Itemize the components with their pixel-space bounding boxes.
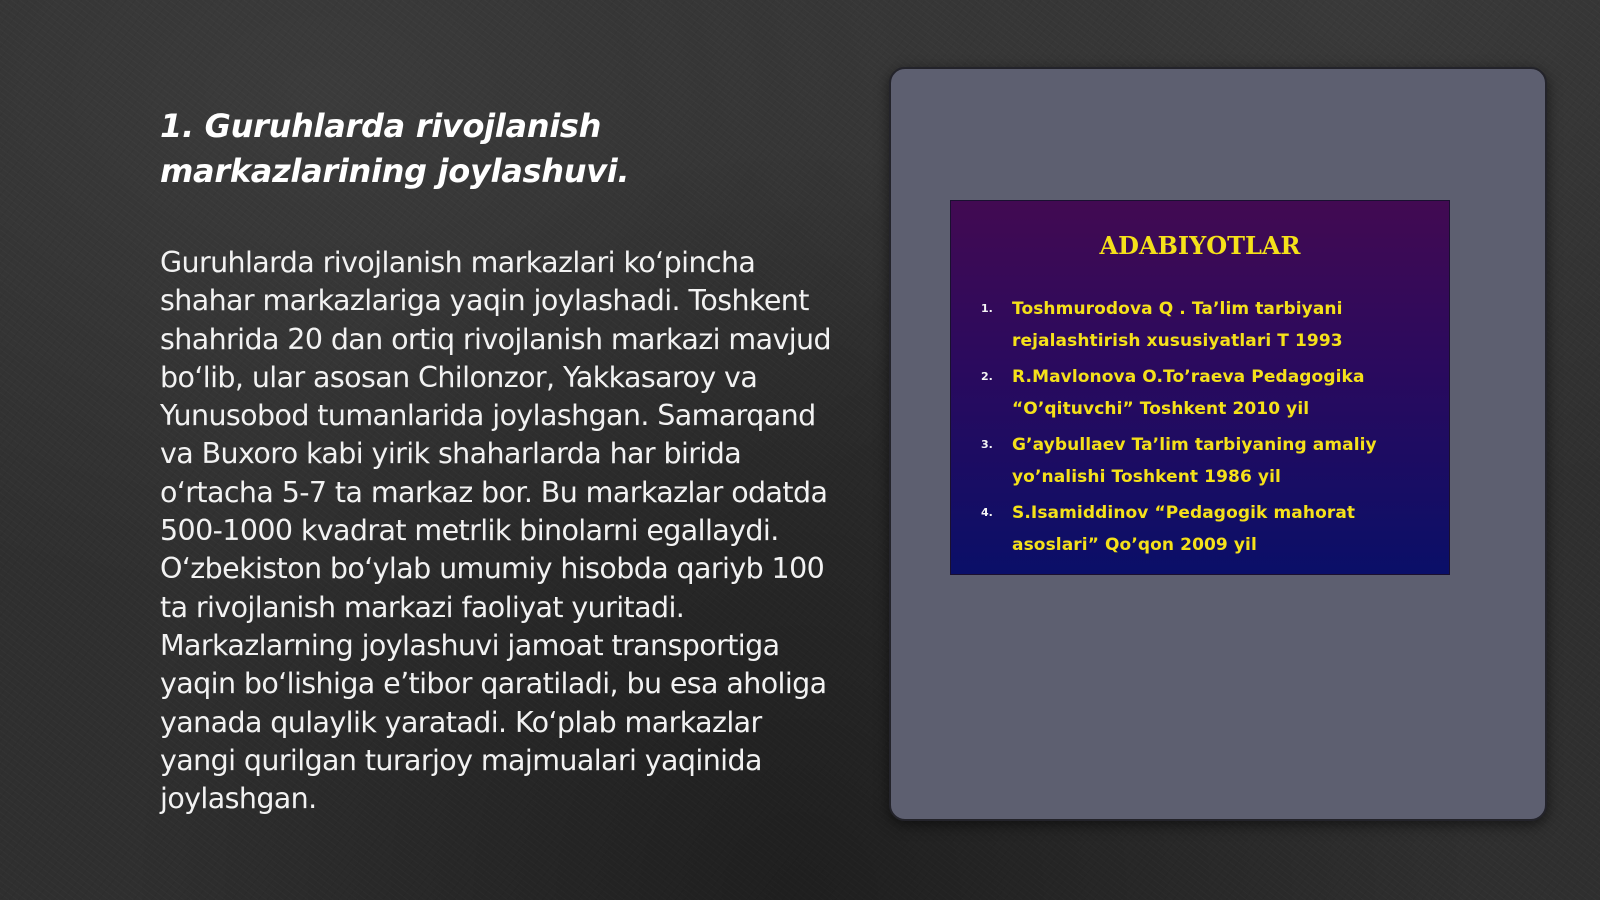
reference-number: 3. xyxy=(981,438,993,451)
slide-title: 1. Guruhlarda rivojlanish markazlarining joylashuvi. xyxy=(160,107,630,190)
reference-text: R.Mavlonova O.To’raeva Pedagogika “O’qituvchi” Toshkent 2010 yil xyxy=(1012,367,1365,419)
references-list xyxy=(981,293,1431,565)
reference-number: 1. xyxy=(981,302,993,315)
reference-item-2 xyxy=(981,361,1431,425)
references-image xyxy=(950,200,1450,575)
reference-text: G’aybullaev Ta’lim tarbiyaning amaliy yo’nalishi Toshkent 1986 yil xyxy=(1012,435,1377,487)
reference-text: S.Isamiddinov “Pedagogik mahorat asoslari” Qo’qon 2009 yil xyxy=(1012,503,1356,555)
reference-item-3 xyxy=(981,429,1431,493)
references-title: ADABIYOTLAR xyxy=(1099,231,1301,260)
slide-body-text: Guruhlarda rivojlanish markazlari koʻpincha shahar markazlariga yaqin joylashadi. Toshkent shahrida 20 dan ortiq rivojlanish markazi mavjud boʻlib, ular asosan Chilonzor, Yakkasaroy va Yunusobod tumanlarida joylashgan. Samarqand va Buxoro kabi yirik shaharlarda har birida oʻrtacha 5-7 ta markaz bor. Bu markazlar odatda 500-1000 kvadrat metrlik binolarni egallaydi. Oʻzbekiston boʻylab umumiy hisobda qariyb 100 ta rivojlanish markazi faoliyat yuritadi. Markazlarning joylashuvi jamoat transportiga yaqin boʻlishiga eʼtibor qaratiladi, bu esa aholiga yanada qulaylik yaratadi. Koʻplab markazlar yangi qurilgan turarjoy majmualari yaqinida joylashgan. xyxy=(160,246,831,816)
reference-item-1 xyxy=(981,293,1431,357)
reference-item-4 xyxy=(981,497,1431,561)
reference-number: 4. xyxy=(981,506,993,519)
reference-number: 2. xyxy=(981,370,993,383)
reference-text: Toshmurodova Q . Ta’lim tarbiyani rejalashtirish xususiyatlari T 1993 xyxy=(1012,299,1343,351)
